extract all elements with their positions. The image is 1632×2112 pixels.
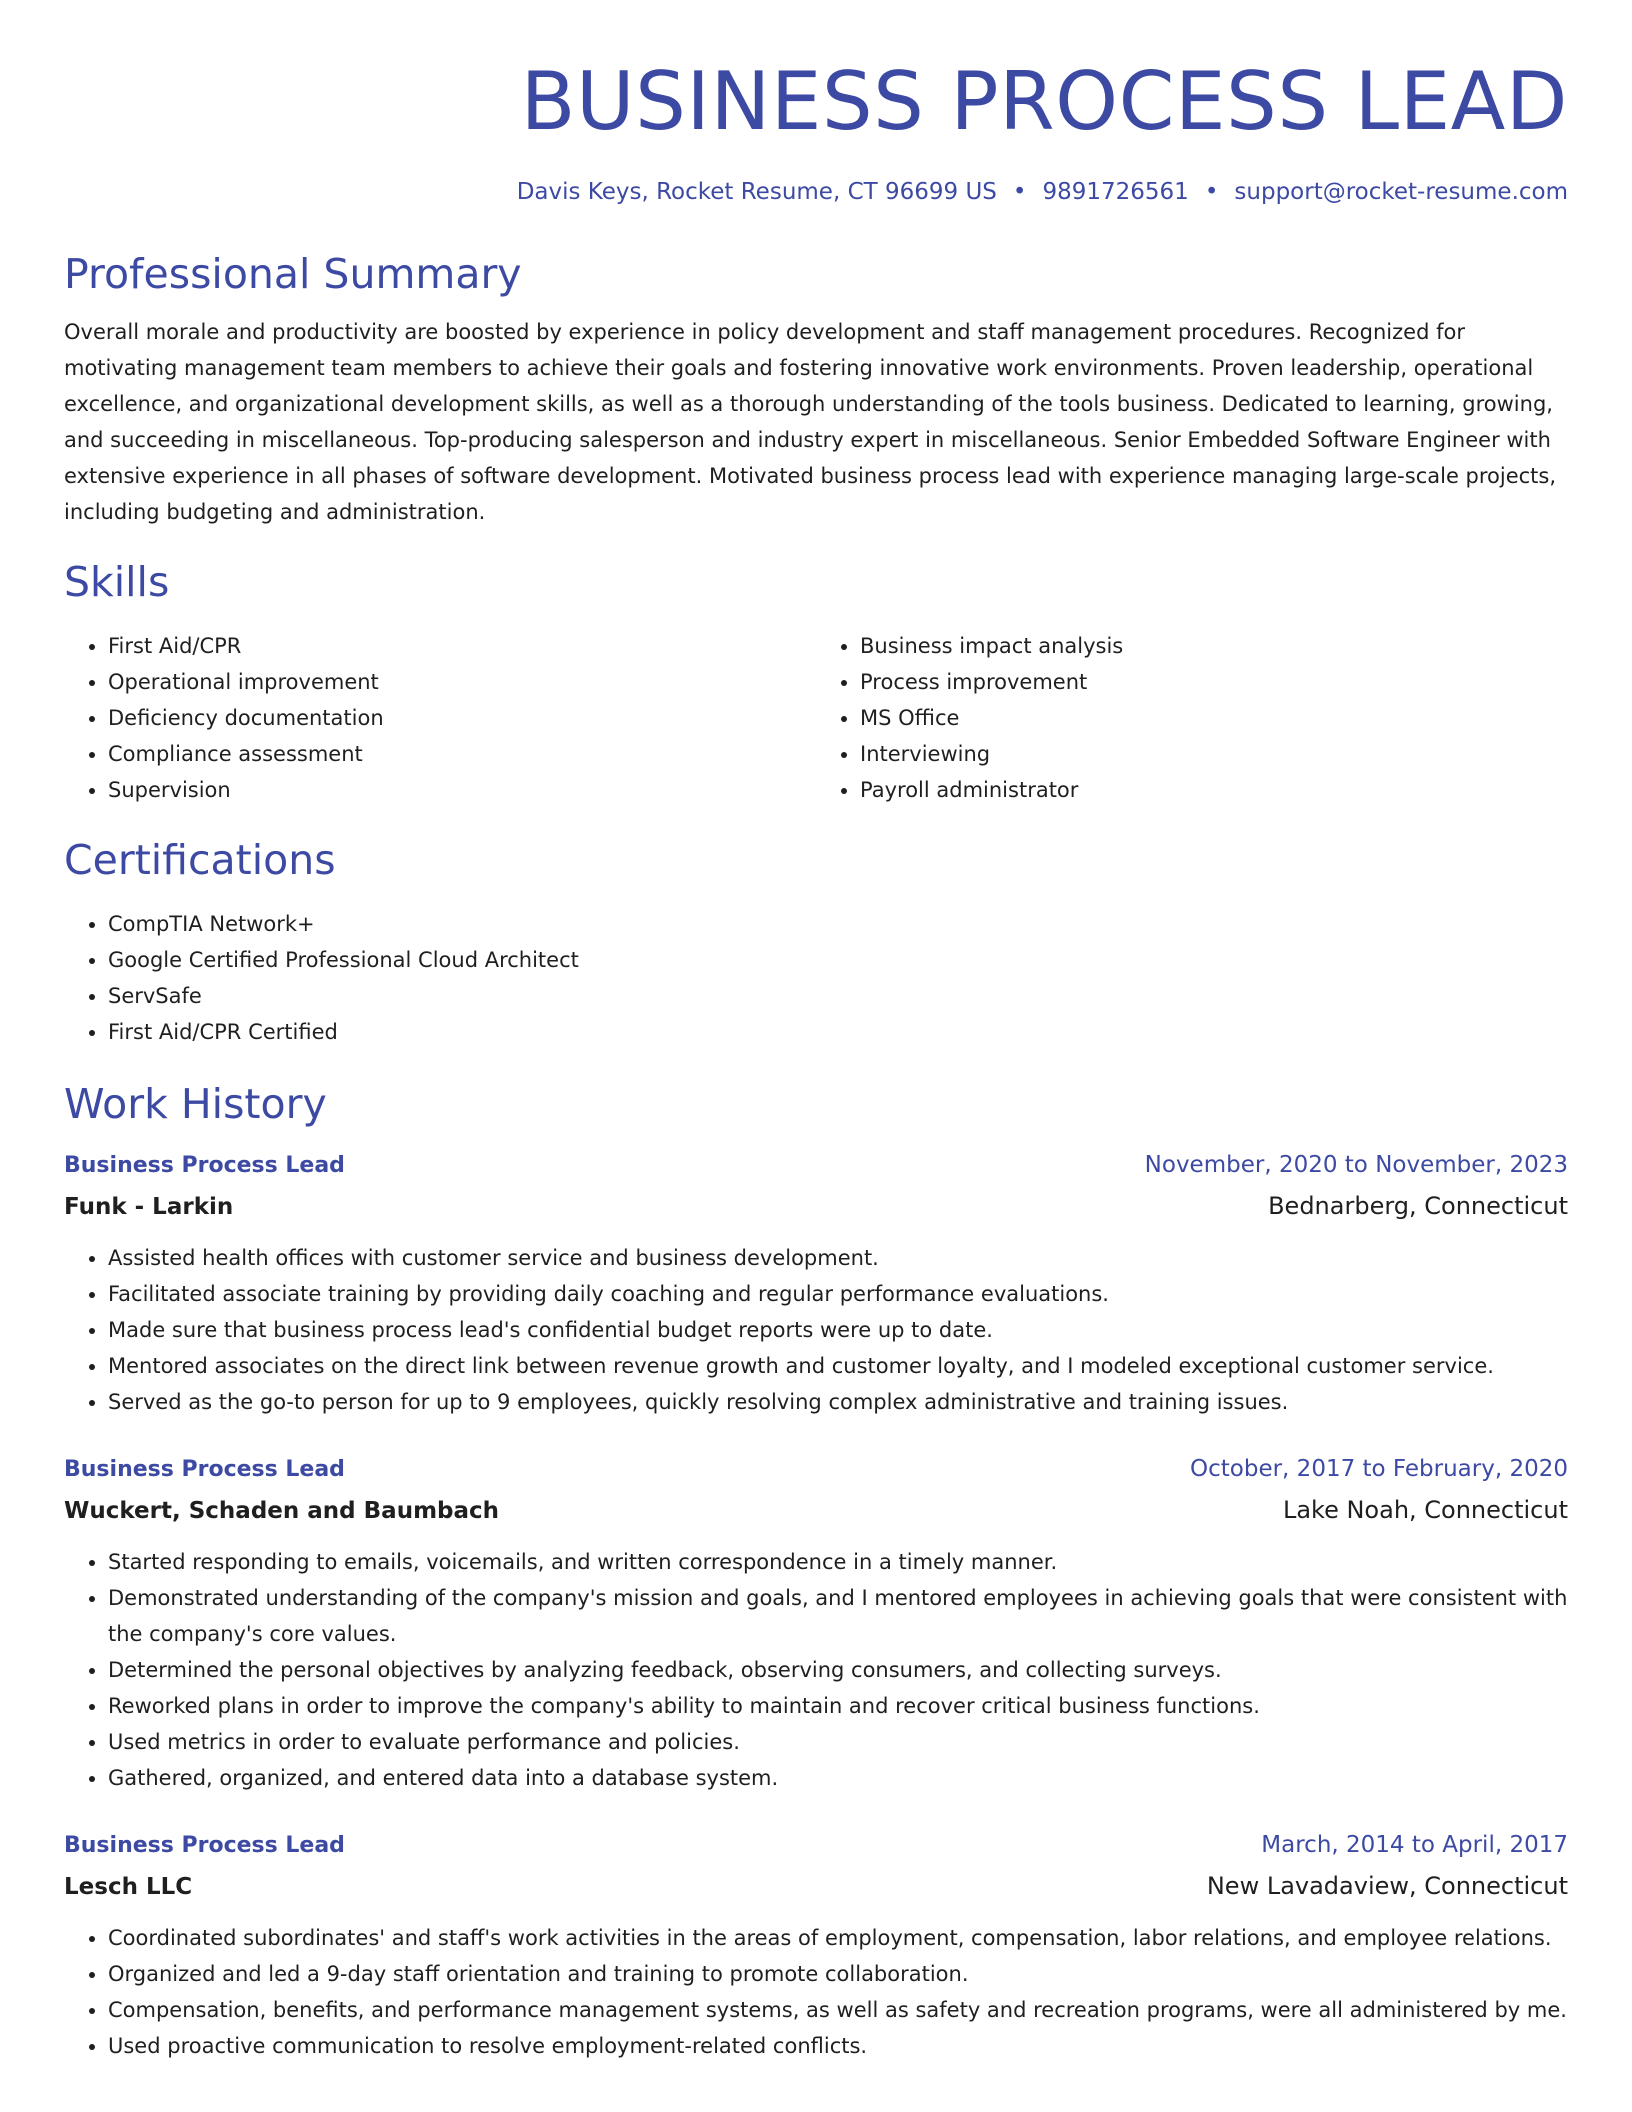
job-bullet: • Mentored associates on the direct link between revenue growth and customer loyalty, and I modeled exceptional customer service. (108, 1348, 1568, 1384)
summary-heading: Professional Summary (64, 250, 522, 298)
job-dates: November, 2020 to November, 2023 (1144, 1152, 1568, 1178)
skill-item: • Interviewing (860, 736, 1568, 772)
job-bullet: • Determined the personal objectives by analyzing feedback, observing consumers, and collecting surveys. (108, 1652, 1568, 1688)
work-history-heading: Work History (64, 1080, 327, 1128)
skill-item: • Supervision (108, 772, 816, 808)
job-bullet: • Demonstrated understanding of the company's mission and goals, and I mentored employees in achieving goals that were consistent with the company's core values. (108, 1580, 1568, 1652)
skill-item: • Process improvement (860, 664, 1568, 700)
job-bullet: • Used proactive communication to resolve employment-related conflicts. (108, 2028, 1568, 2064)
job-subheader (64, 1871, 1568, 1902)
job-bullet: • Started responding to emails, voicemails, and written correspondence in a timely manner. (108, 1544, 1568, 1580)
skill-item: • Operational improvement (108, 664, 816, 700)
job-dates: October, 2017 to February, 2020 (1190, 1456, 1568, 1482)
skills-column-right (816, 628, 1568, 808)
summary-text: Overall morale and productivity are boosted by experience in policy development and staff management procedures. Recognized for motivating management team members to achieve their goals and fostering innovative work environments. Proven leadership, operational excellence, and organizational development skills, as well as a thorough understanding of the tools business. Dedicated to learning, growing, and succeeding in miscellaneous. Top-producing salesperson and industry expert in miscellaneous. Senior Embedded Software Engineer with extensive experience in all phases of software development. Motivated business process lead with experience managing large-scale projects, including budgeting and administration. (64, 320, 1557, 524)
skill-item: • Compliance assessment (108, 736, 816, 772)
skill-item: • Business impact analysis (860, 628, 1568, 664)
job-title: Business Process Lead (64, 1457, 345, 1482)
job-location: New Lavadaview, Connecticut (1206, 1872, 1568, 1900)
job-company: Wuckert, Schaden and Baumbach (64, 1498, 500, 1524)
job-bullet: • Coordinated subordinates' and staff's work activities in the areas of employment, compensation, labor relations, and employee relations. (108, 1920, 1568, 1956)
contact-line (64, 178, 1568, 206)
job-bullet: • Used metrics in order to evaluate performance and policies. (108, 1724, 1568, 1760)
job-entry (64, 1830, 1568, 2064)
skills-list (64, 628, 1568, 808)
contact-separator: • (1204, 179, 1219, 205)
certification-item: • CompTIA Network+ (108, 906, 1568, 942)
job-entry (64, 1454, 1568, 1796)
job-bullet: • Assisted health offices with customer service and business development. (108, 1240, 1568, 1276)
skill-item: • First Aid/CPR (108, 628, 816, 664)
job-subheader (64, 1191, 1568, 1222)
skill-item: • Payroll administrator (860, 772, 1568, 808)
skills-column-left (64, 628, 816, 808)
job-subheader (64, 1495, 1568, 1526)
job-bullet: • Made sure that business process lead's confidential budget reports were up to date. (108, 1312, 1568, 1348)
skills-heading: Skills (64, 558, 170, 606)
certifications-heading: Certifications (64, 836, 336, 884)
resume-page (64, 0, 1568, 2064)
job-bullets (64, 1920, 1568, 2064)
job-location: Bednarberg, Connecticut (1268, 1192, 1568, 1220)
job-header (64, 1454, 1568, 1485)
contact-separator: • (1012, 179, 1027, 205)
resume-title: BUSINESS PROCESS LEAD (520, 55, 1568, 148)
job-title: Business Process Lead (64, 1153, 345, 1178)
job-bullet: • Reworked plans in order to improve the company's ability to maintain and recover critical business functions. (108, 1688, 1568, 1724)
job-entry (64, 1150, 1568, 1420)
certification-item: • ServSafe (108, 978, 1568, 1014)
job-header (64, 1830, 1568, 1861)
skill-item: • Deficiency documentation (108, 700, 816, 736)
job-header (64, 1150, 1568, 1181)
contact-phone: 9891726561 (1042, 179, 1189, 205)
job-bullet: • Served as the go-to person for up to 9 employees, quickly resolving complex administrative and training issues. (108, 1384, 1568, 1420)
job-bullets (64, 1240, 1568, 1420)
job-dates: March, 2014 to April, 2017 (1261, 1832, 1568, 1858)
job-bullet: • Gathered, organized, and entered data into a database system. (108, 1760, 1568, 1796)
certifications-list (64, 906, 1568, 1050)
job-bullet: • Compensation, benefits, and performance management systems, as well as safety and recreation programs, were all administered by me. (108, 1992, 1568, 2028)
job-company: Lesch LLC (64, 1874, 193, 1900)
certification-item: • First Aid/CPR Certified (108, 1014, 1568, 1050)
job-title: Business Process Lead (64, 1833, 345, 1858)
job-company: Funk - Larkin (64, 1194, 234, 1220)
contact-address: Davis Keys, Rocket Resume, CT 96699 US (516, 179, 997, 205)
job-bullet: • Facilitated associate training by providing daily coaching and regular performance evaluations. (108, 1276, 1568, 1312)
job-location: Lake Noah, Connecticut (1282, 1496, 1568, 1524)
contact-email[interactable]: support@rocket-resume.com (1234, 179, 1568, 205)
job-bullet: • Organized and led a 9-day staff orientation and training to promote collaboration. (108, 1956, 1568, 1992)
skill-item: • MS Office (860, 700, 1568, 736)
certification-item: • Google Certified Professional Cloud Architect (108, 942, 1568, 978)
job-bullets (64, 1544, 1568, 1796)
